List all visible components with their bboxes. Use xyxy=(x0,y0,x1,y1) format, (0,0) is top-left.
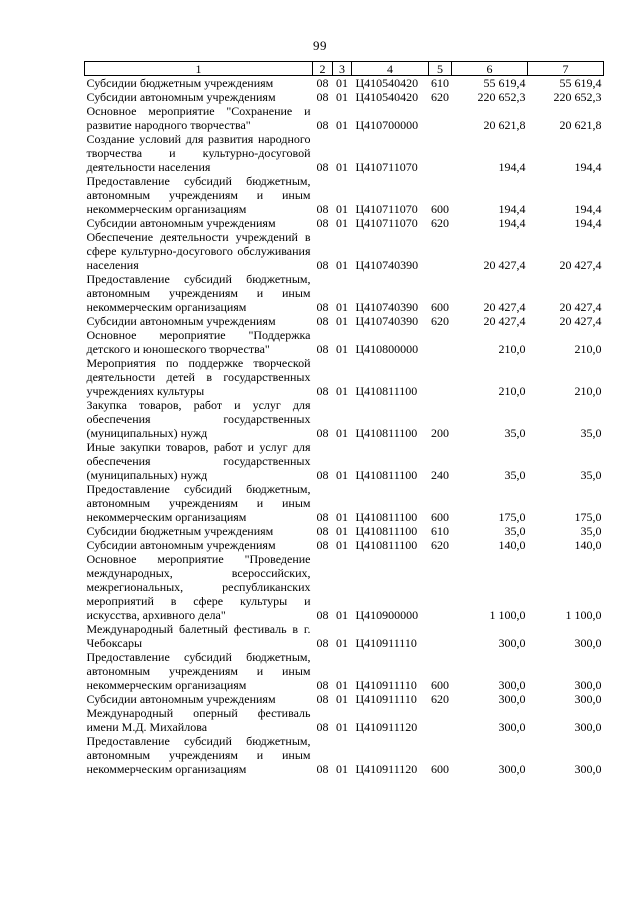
amount-col6: 35,0 xyxy=(504,426,526,440)
item-name: Основное мероприятие "Сохранение и развитие народного творчества" xyxy=(86,104,311,132)
table-row xyxy=(85,622,604,650)
subsection-code: 01 xyxy=(336,608,348,622)
column-header: 3 xyxy=(333,62,352,76)
target-article-code: Ц410811100 xyxy=(355,384,418,398)
target-article-code: Ц410540420 xyxy=(355,76,419,90)
expense-type-code xyxy=(429,552,452,622)
table-header-row xyxy=(85,62,604,76)
section-code: 08 xyxy=(316,608,329,622)
item-name: Предоставление субсидий бюджетным, автономным учреждениям и иным некоммерческим организациям xyxy=(86,734,311,776)
expense-type-code: 620 xyxy=(431,314,449,328)
amount-col7: 140,0 xyxy=(574,538,602,552)
table-row xyxy=(85,132,604,174)
item-name: Основное мероприятие "Проведение международных, всероссийских, межрегиональных, республиканских мероприятий в сфере культуры и искусства, архивного дела" xyxy=(86,552,311,622)
subsection-code: 01 xyxy=(336,314,348,328)
page-number: 99 xyxy=(313,38,327,53)
amount-col6: 35,0 xyxy=(504,468,526,482)
table-row xyxy=(85,692,604,706)
table-row xyxy=(85,524,604,538)
amount-col7: 20 427,4 xyxy=(559,300,602,314)
expense-type-code xyxy=(429,104,452,132)
column-header: 6 xyxy=(452,62,528,76)
subsection-code: 01 xyxy=(336,636,348,650)
table-row xyxy=(85,398,604,440)
expense-type-code: 620 xyxy=(431,692,449,706)
table-row xyxy=(85,314,604,328)
section-code: 08 xyxy=(316,384,329,398)
subsection-code: 01 xyxy=(336,384,348,398)
item-name: Субсидии бюджетным учреждениям xyxy=(86,76,274,90)
target-article-code: Ц410911110 xyxy=(355,636,417,650)
amount-col6: 194,4 xyxy=(498,216,526,230)
amount-col7: 1 100,0 xyxy=(565,608,602,622)
table-row xyxy=(85,272,604,314)
section-code: 08 xyxy=(316,426,329,440)
target-article-code: Ц410911120 xyxy=(355,720,418,734)
section-code: 08 xyxy=(316,300,329,314)
target-article-code: Ц410740390 xyxy=(355,314,419,328)
amount-col6: 300,0 xyxy=(498,678,526,692)
table-row xyxy=(85,90,604,104)
item-name: Субсидии автономным учреждениям xyxy=(86,538,276,552)
section-code: 08 xyxy=(316,258,329,272)
section-code: 08 xyxy=(316,90,329,104)
item-name: Предоставление субсидий бюджетным, автономным учреждениям и иным некоммерческим организациям xyxy=(86,272,311,314)
amount-col6: 300,0 xyxy=(498,636,526,650)
target-article-code: Ц410540420 xyxy=(355,90,419,104)
amount-col6: 194,4 xyxy=(498,160,526,174)
subsection-code: 01 xyxy=(336,300,348,314)
item-name: Субсидии автономным учреждениям xyxy=(86,692,276,706)
column-header: 1 xyxy=(85,62,313,76)
expense-type-code: 620 xyxy=(431,90,449,104)
subsection-code: 01 xyxy=(336,538,348,552)
column-header: 5 xyxy=(429,62,452,76)
table-row xyxy=(85,482,604,524)
subsection-code: 01 xyxy=(336,118,348,132)
target-article-code: Ц410911110 xyxy=(355,692,417,706)
expense-type-code: 620 xyxy=(431,538,449,552)
expense-type-code: 600 xyxy=(431,202,449,216)
item-name: Субсидии автономным учреждениям xyxy=(86,216,276,230)
section-code: 08 xyxy=(316,762,329,776)
amount-col7: 20 621,8 xyxy=(559,118,602,132)
section-code: 08 xyxy=(316,510,329,524)
amount-col7: 300,0 xyxy=(574,762,602,776)
item-name: Субсидии бюджетным учреждениям xyxy=(86,524,274,538)
column-header: 7 xyxy=(528,62,604,76)
expense-type-code xyxy=(429,706,452,734)
amount-col7: 194,4 xyxy=(574,202,602,216)
subsection-code: 01 xyxy=(336,762,348,776)
section-code: 08 xyxy=(316,118,329,132)
target-article-code: Ц410811100 xyxy=(355,538,418,552)
amount-col6: 300,0 xyxy=(498,692,526,706)
amount-col7: 300,0 xyxy=(574,720,602,734)
expense-type-code: 200 xyxy=(431,426,449,440)
target-article-code: Ц410711070 xyxy=(355,160,418,174)
target-article-code: Ц410711070 xyxy=(355,216,418,230)
target-article-code: Ц410800000 xyxy=(355,342,419,356)
amount-col6: 300,0 xyxy=(498,720,526,734)
amount-col7: 20 427,4 xyxy=(559,314,602,328)
amount-col7: 55 619,4 xyxy=(559,76,602,90)
table-row xyxy=(85,230,604,272)
amount-col7: 210,0 xyxy=(574,384,602,398)
section-code: 08 xyxy=(316,314,329,328)
subsection-code: 01 xyxy=(336,258,348,272)
amount-col6: 20 427,4 xyxy=(483,258,526,272)
column-header: 4 xyxy=(352,62,429,76)
expense-type-code xyxy=(429,132,452,174)
expense-type-code: 600 xyxy=(431,510,449,524)
amount-col6: 35,0 xyxy=(504,524,526,538)
subsection-code: 01 xyxy=(336,202,348,216)
amount-col7: 300,0 xyxy=(574,678,602,692)
amount-col7: 35,0 xyxy=(580,524,602,538)
table-row xyxy=(85,552,604,622)
table-row xyxy=(85,650,604,692)
column-header: 2 xyxy=(313,62,333,76)
amount-col6: 300,0 xyxy=(498,762,526,776)
expense-type-code xyxy=(429,356,452,398)
item-name: Предоставление субсидий бюджетным, автономным учреждениям и иным некоммерческим организациям xyxy=(86,174,311,216)
table-row xyxy=(85,538,604,552)
amount-col7: 35,0 xyxy=(580,468,602,482)
target-article-code: Ц410900000 xyxy=(355,608,419,622)
target-article-code: Ц410811100 xyxy=(355,510,418,524)
table-row xyxy=(85,174,604,216)
item-name: Обеспечение деятельности учреждений в сфере культурно-досугового обслуживания населения xyxy=(86,230,311,272)
table-row xyxy=(85,216,604,230)
budget-table xyxy=(84,61,604,776)
item-name: Международный оперный фестиваль имени М.Д. Михайлова xyxy=(86,706,311,734)
item-name: Международный балетный фестиваль в г. Чебоксары xyxy=(86,622,311,650)
target-article-code: Ц410711070 xyxy=(355,202,418,216)
table-row xyxy=(85,76,604,91)
subsection-code: 01 xyxy=(336,160,348,174)
subsection-code: 01 xyxy=(336,524,348,538)
amount-col6: 55 619,4 xyxy=(483,76,526,90)
amount-col7: 220 652,3 xyxy=(553,90,602,104)
subsection-code: 01 xyxy=(336,76,348,90)
target-article-code: Ц410740390 xyxy=(355,300,419,314)
target-article-code: Ц410700000 xyxy=(355,118,419,132)
target-article-code: Ц410911120 xyxy=(355,762,418,776)
expense-type-code: 600 xyxy=(431,300,449,314)
expense-type-code: 600 xyxy=(431,762,449,776)
expense-type-code: 600 xyxy=(431,678,449,692)
subsection-code: 01 xyxy=(336,468,348,482)
target-article-code: Ц410811100 xyxy=(355,426,418,440)
table-row xyxy=(85,734,604,776)
section-code: 08 xyxy=(316,524,329,538)
expense-type-code: 610 xyxy=(431,76,449,90)
table-row xyxy=(85,706,604,734)
subsection-code: 01 xyxy=(336,692,348,706)
amount-col6: 20 621,8 xyxy=(483,118,526,132)
section-code: 08 xyxy=(316,678,329,692)
expense-type-code: 610 xyxy=(431,524,449,538)
amount-col7: 210,0 xyxy=(574,342,602,356)
subsection-code: 01 xyxy=(336,678,348,692)
item-name: Иные закупки товаров, работ и услуг для обеспечения государственных (муниципальных) нужд xyxy=(86,440,311,482)
amount-col7: 175,0 xyxy=(574,510,602,524)
item-name: Закупка товаров, работ и услуг для обеспечения государственных (муниципальных) нужд xyxy=(86,398,311,440)
amount-col7: 194,4 xyxy=(574,216,602,230)
subsection-code: 01 xyxy=(336,426,348,440)
section-code: 08 xyxy=(316,692,329,706)
table-row xyxy=(85,356,604,398)
section-code: 08 xyxy=(316,538,329,552)
amount-col6: 1 100,0 xyxy=(489,608,526,622)
item-name: Предоставление субсидий бюджетным, автономным учреждениям и иным некоммерческим организациям xyxy=(86,482,311,524)
section-code: 08 xyxy=(316,202,329,216)
section-code: 08 xyxy=(316,342,329,356)
section-code: 08 xyxy=(316,216,329,230)
amount-col7: 20 427,4 xyxy=(559,258,602,272)
amount-col7: 300,0 xyxy=(574,692,602,706)
amount-col6: 140,0 xyxy=(498,538,526,552)
amount-col6: 210,0 xyxy=(498,384,526,398)
table-body xyxy=(85,76,604,777)
subsection-code: 01 xyxy=(336,720,348,734)
item-name: Субсидии автономным учреждениям xyxy=(86,90,276,104)
expense-type-code xyxy=(429,622,452,650)
table-row xyxy=(85,440,604,482)
table-row xyxy=(85,328,604,356)
subsection-code: 01 xyxy=(336,510,348,524)
item-name: Мероприятия по поддержке творческой деятельности детей в государственных учреждениях культуры xyxy=(86,356,311,398)
item-name: Основное мероприятие "Поддержка детского и юношеского творчества" xyxy=(86,328,311,356)
subsection-code: 01 xyxy=(336,216,348,230)
subsection-code: 01 xyxy=(336,342,348,356)
amount-col7: 35,0 xyxy=(580,426,602,440)
target-article-code: Ц410911110 xyxy=(355,678,417,692)
item-name: Субсидии автономным учреждениям xyxy=(86,314,276,328)
target-article-code: Ц410811100 xyxy=(355,524,418,538)
section-code: 08 xyxy=(316,720,329,734)
expense-type-code xyxy=(429,230,452,272)
section-code: 08 xyxy=(316,468,329,482)
table-row xyxy=(85,104,604,132)
expense-type-code xyxy=(429,328,452,356)
subsection-code: 01 xyxy=(336,90,348,104)
section-code: 08 xyxy=(316,76,329,90)
amount-col6: 20 427,4 xyxy=(483,300,526,314)
section-code: 08 xyxy=(316,636,329,650)
target-article-code: Ц410740390 xyxy=(355,258,419,272)
amount-col7: 194,4 xyxy=(574,160,602,174)
amount-col7: 300,0 xyxy=(574,636,602,650)
amount-col6: 20 427,4 xyxy=(483,314,526,328)
target-article-code: Ц410811100 xyxy=(355,468,418,482)
section-code: 08 xyxy=(316,160,329,174)
amount-col6: 210,0 xyxy=(498,342,526,356)
expense-type-code: 620 xyxy=(431,216,449,230)
item-name: Предоставление субсидий бюджетным, автономным учреждениям и иным некоммерческим организациям xyxy=(86,650,311,692)
amount-col6: 194,4 xyxy=(498,202,526,216)
amount-col6: 175,0 xyxy=(498,510,526,524)
item-name: Создание условий для развития народного творчества и культурно-досуговой деятельности населения xyxy=(86,132,311,174)
expense-type-code: 240 xyxy=(431,468,449,482)
amount-col6: 220 652,3 xyxy=(477,90,526,104)
